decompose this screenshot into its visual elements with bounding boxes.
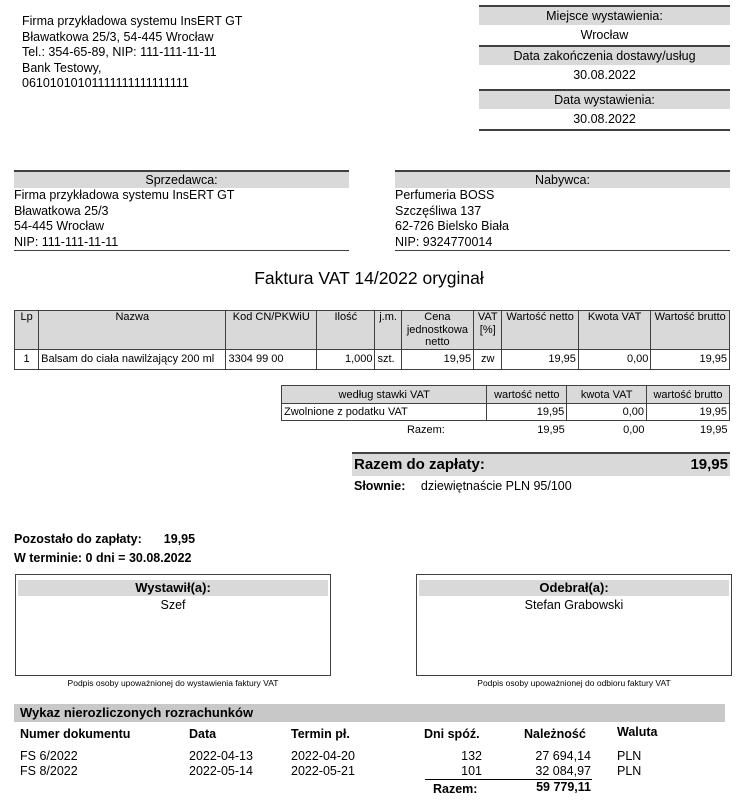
col-unit: j.m. [375, 311, 401, 350]
delivery-label: Data zakończenia dostawy/usług [479, 45, 730, 65]
col-net: Wartość netto [502, 311, 579, 350]
remaining-amount: 19,95 [163, 532, 196, 546]
col-qty: Ilość [317, 311, 375, 350]
vat-col-net: wartość netto [487, 386, 567, 404]
ledger-doc-due: 2022-04-20 [291, 749, 355, 763]
table-row [282, 404, 730, 421]
meta-issue-date [479, 89, 730, 131]
item-unit: szt. [375, 350, 401, 370]
item-net: 19,95 [502, 350, 579, 370]
received-by-name: Stefan Grabowski [524, 598, 624, 612]
issuer-name: Firma przykładowa systemu InsERT GT [22, 14, 243, 28]
item-vat-rate: zw [474, 350, 502, 370]
seller-block [14, 170, 349, 251]
to-pay-amount: 19,95 [690, 456, 728, 473]
col-lp: Lp [15, 311, 39, 350]
vat-col-gross: wartość brutto [647, 386, 730, 404]
meta-divider [479, 129, 730, 131]
col-name: Nazwa [39, 311, 226, 350]
buyer-block [395, 170, 730, 251]
buyer-street: Szczęśliwa 137 [395, 203, 482, 218]
ledger-col-number: Numer dokumentu [20, 727, 131, 741]
ledger-col-currency: Waluta [617, 725, 658, 739]
place-label: Miejsce wystawienia: [479, 5, 730, 25]
issuer-block [22, 14, 242, 92]
payment-term: W terminie: 0 dni = 30.08.2022 [14, 551, 192, 565]
total-to-pay [352, 452, 730, 476]
issued-by-name: Szef [160, 598, 186, 612]
item-name: Balsam do ciała nawilżający 200 ml [39, 350, 226, 370]
ledger-col-days-late: Dni spóź. [424, 727, 480, 741]
item-unit-price: 19,95 [401, 350, 474, 370]
vat-col-rate: według stawki VAT [282, 386, 487, 404]
ledger-doc-days: 132 [461, 749, 482, 763]
place-value: Wrocław [580, 28, 629, 42]
col-gross: Wartość brutto [651, 311, 730, 350]
issuer-account: 06101010101111111111111111 [22, 76, 189, 90]
col-vat-rate: VAT [%] [474, 311, 502, 350]
ledger-col-date: Data [189, 727, 217, 741]
issuer-address: Bławatkowa 25/3, 54-445 Wrocław [22, 29, 214, 44]
issued-by-label: Wystawił(a): [18, 580, 328, 596]
vat-total-row [282, 421, 730, 440]
item-qty: 1,000 [317, 350, 375, 370]
vat-summary-table [281, 385, 730, 439]
item-vat-amount: 0,00 [578, 350, 651, 370]
remaining-block [14, 530, 195, 568]
received-by-caption: Podpis osoby upoważnionej do odbioru faktury VAT [477, 678, 671, 688]
words-label: Słownie: [354, 479, 406, 493]
ledger-col-due: Termin pł. [291, 727, 350, 741]
buyer-label: Nabywca: [395, 170, 730, 188]
seller-label: Sprzedawca: [14, 170, 349, 188]
buyer-nip: NIP: 9324770014 [395, 235, 730, 252]
seller-street: Bławatkowa 25/3 [14, 203, 109, 218]
col-unit-price: Cena jednostkowa netto [401, 311, 474, 350]
ledger-total-label: Razem: [433, 782, 478, 796]
vat-rate-name: Zwolnione z podatku VAT [282, 404, 487, 421]
buyer-name: Perfumeria BOSS [395, 188, 495, 202]
ledger-col-amount: Należność [524, 727, 586, 741]
ledger-title: Wykaz nierozliczonych rozrachunków [14, 704, 725, 722]
ledger-doc-amount: 27 694,14 [535, 749, 591, 763]
seller-name: Firma przykładowa systemu InsERT GT [14, 188, 235, 202]
ledger-doc-currency: PLN [617, 749, 642, 763]
words-value: dziewiętnaście PLN 95/100 [420, 479, 572, 493]
col-code: Kod CN/PKWiU [226, 311, 317, 350]
seller-nip: NIP: 111-111-11-11 [14, 235, 349, 252]
item-lp: 1 [15, 350, 39, 370]
meta-place [479, 5, 730, 45]
items-table [14, 310, 730, 370]
ledger-doc-date: 2022-04-13 [189, 749, 253, 763]
amount-in-words [354, 479, 572, 493]
vat-header-row [282, 386, 730, 404]
ledger-doc-date: 2022-05-14 [189, 764, 253, 778]
vat-total-vat: 0,00 [623, 424, 645, 436]
received-by-box [416, 574, 732, 676]
vat-total-gross: 19,95 [699, 424, 728, 436]
col-vat-amount: Kwota VAT [578, 311, 651, 350]
item-code: 3304 99 00 [226, 350, 317, 370]
ledger-total-amount: 59 779,11 [536, 780, 591, 794]
received-by-label: Odebrał(a): [419, 580, 729, 596]
vat-amount: 0,00 [567, 404, 647, 421]
invoice-title: Faktura VAT 14/2022 oryginał [254, 268, 484, 288]
items-header-row [15, 311, 730, 350]
issuer-phone-nip: Tel.: 354-65-89, NIP: 111-111-11-11 [22, 45, 217, 59]
issued-by-caption: Podpis osoby upoważnionej do wystawienia faktury VAT [67, 678, 279, 688]
issued-by-box [15, 574, 331, 676]
item-gross: 19,95 [651, 350, 730, 370]
vat-gross: 19,95 [647, 404, 730, 421]
ledger-doc-days: 101 [461, 764, 482, 778]
vat-total-label: Razem: [406, 424, 445, 436]
vat-net: 19,95 [487, 404, 567, 421]
buyer-city: 62-726 Bielsko Biała [395, 219, 509, 233]
ledger-doc-number: FS 8/2022 [20, 764, 78, 778]
issue-label: Data wystawienia: [479, 89, 730, 109]
meta-delivery [479, 45, 730, 85]
delivery-value: 30.08.2022 [573, 68, 636, 82]
ledger-doc-number: FS 6/2022 [20, 749, 78, 763]
seller-city: 54-445 Wrocław [14, 219, 105, 233]
ledger-doc-currency: PLN [617, 764, 642, 778]
issuer-bank: Bank Testowy, [22, 60, 102, 75]
to-pay-label: Razem do zapłaty: [354, 456, 485, 473]
ledger-doc-due: 2022-05-21 [291, 764, 355, 778]
issue-value: 30.08.2022 [573, 112, 636, 126]
vat-total-net: 19,95 [537, 424, 565, 436]
table-row [15, 350, 730, 370]
remaining-label: Pozostało do zapłaty: [14, 532, 142, 546]
vat-col-vat: kwota VAT [567, 386, 647, 404]
ledger-doc-amount: 32 084,97 [535, 764, 591, 778]
